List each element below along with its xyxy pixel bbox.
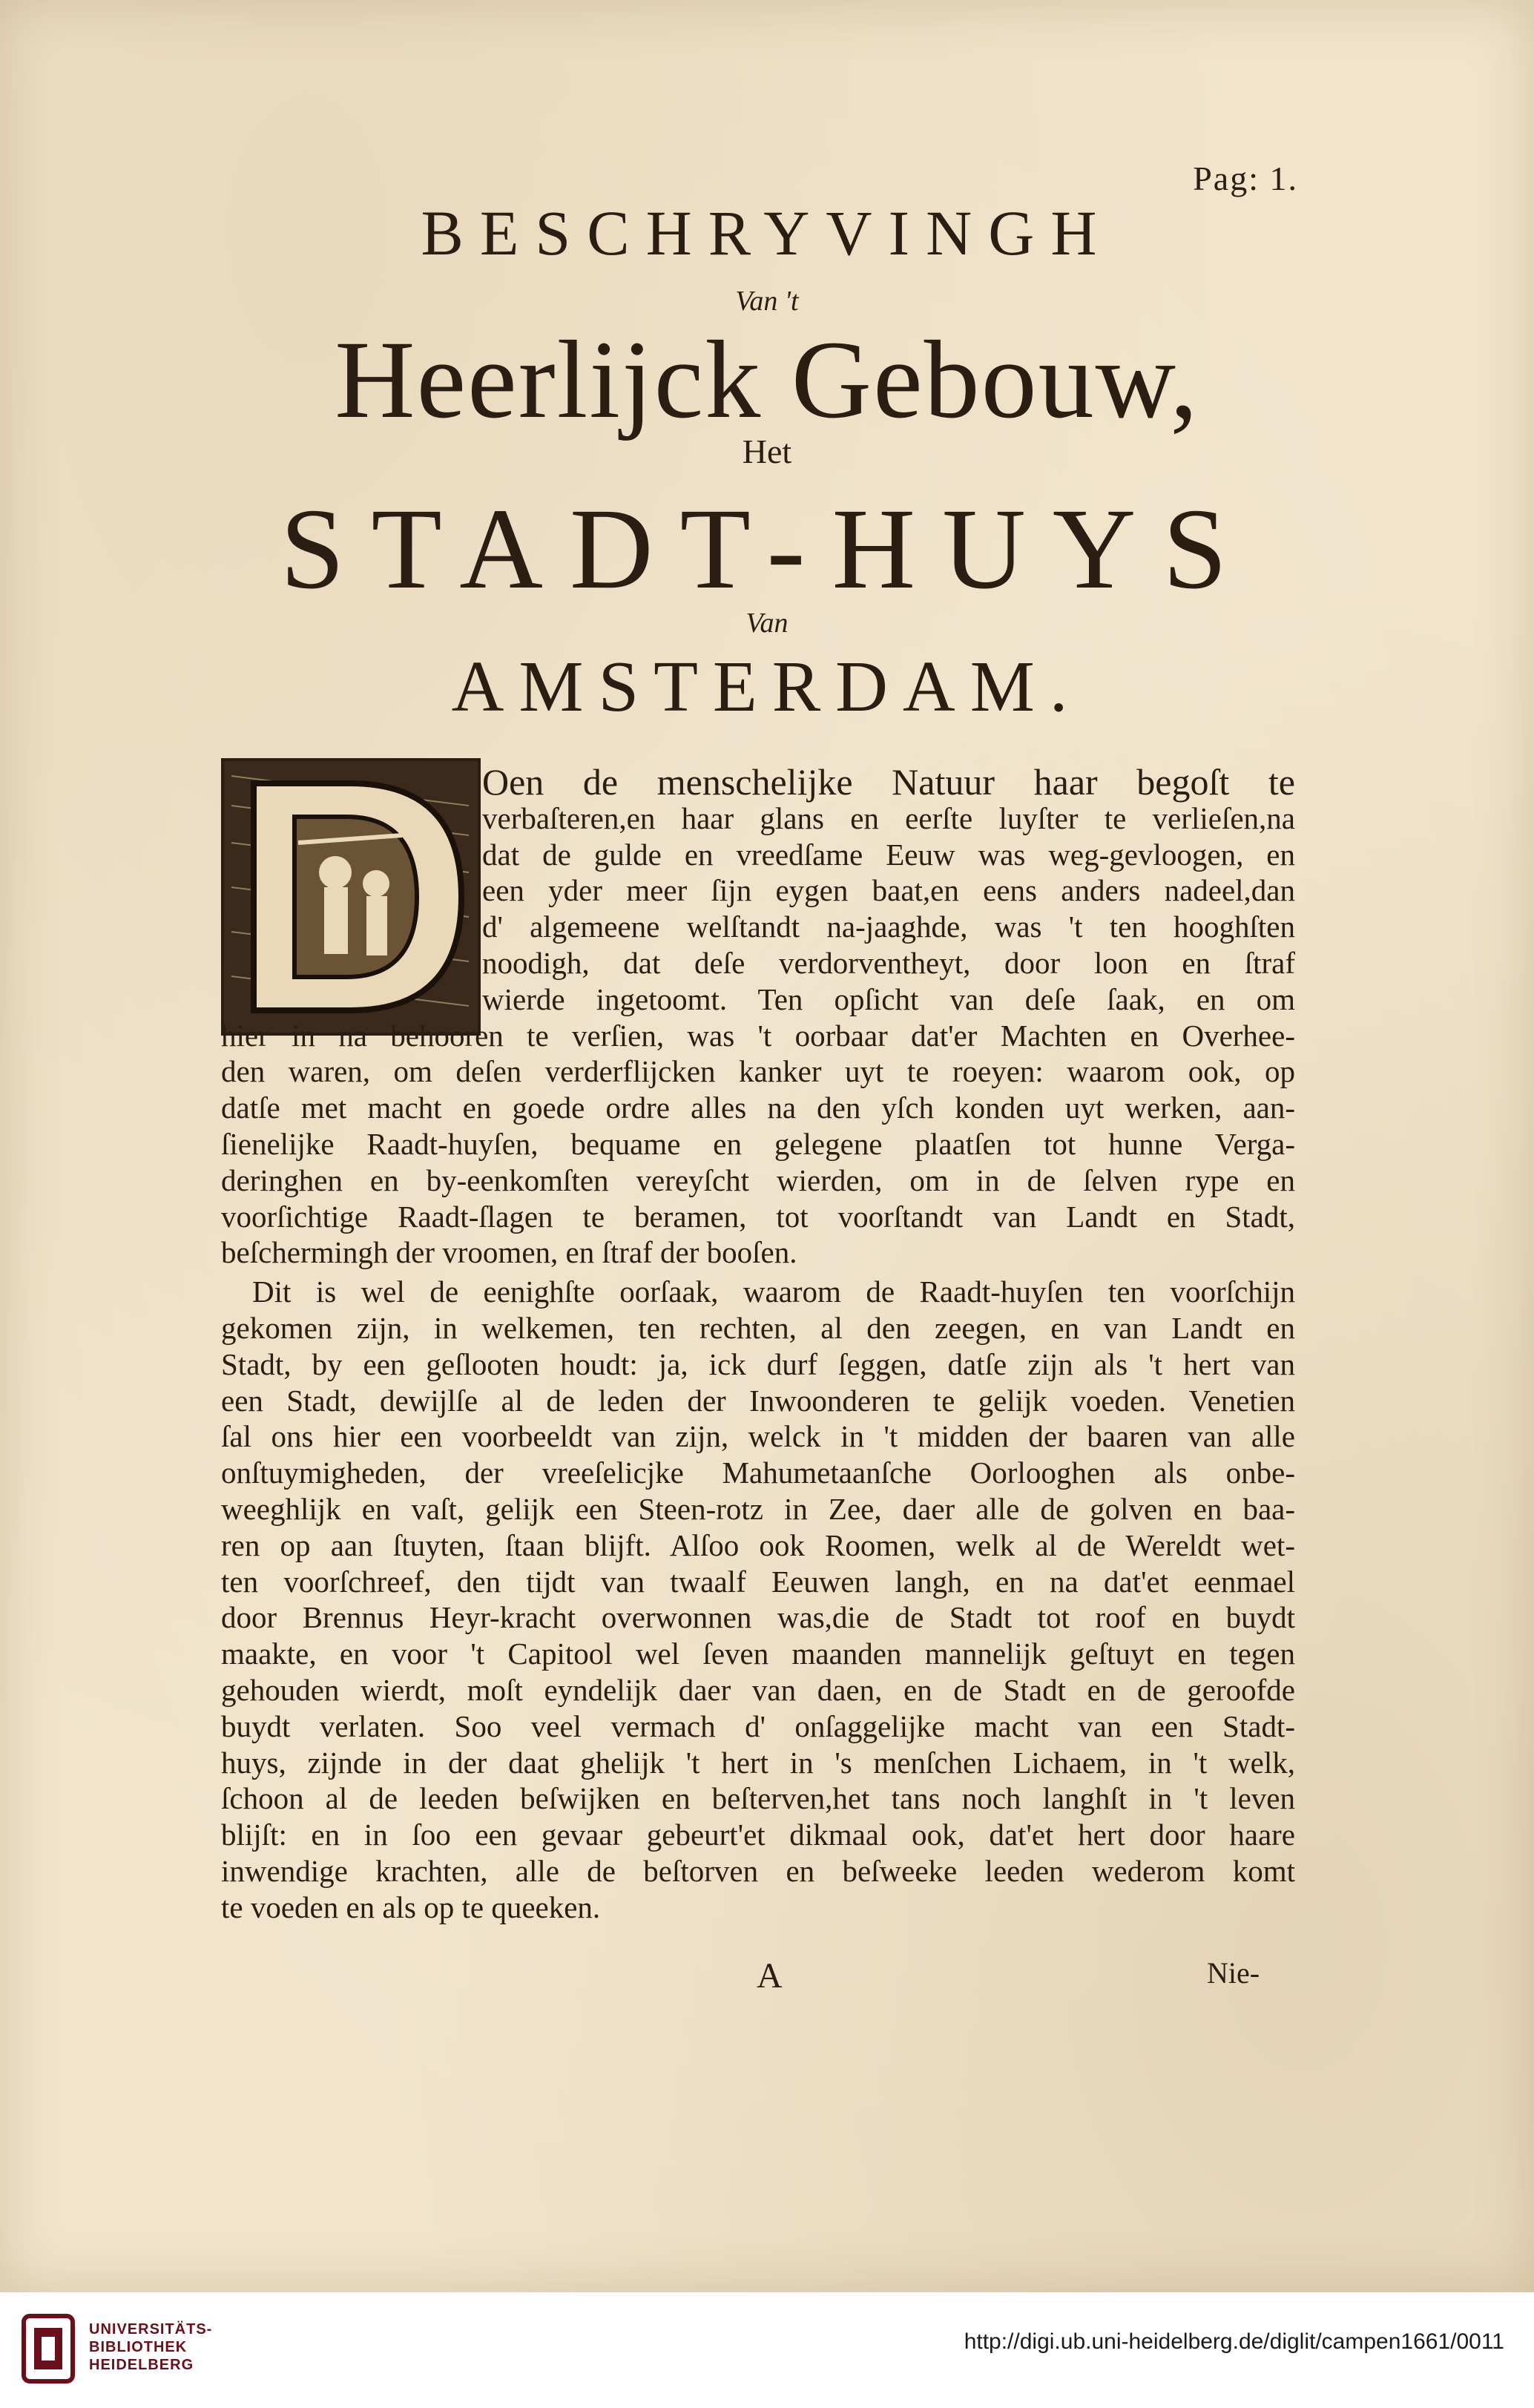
body-line: Dit is wel de eenighſte oorſaak, waarom de Raadt-huyſen ten voorſchijn	[252, 1274, 1295, 1309]
page-number: Pag: 1.	[1193, 159, 1298, 197]
body-line: door Brennus Heyr-kracht overwonnen was,die de Stadt tot roof en buydt	[221, 1600, 1295, 1635]
title-stadt-huys: STADT-HUYS	[280, 484, 1254, 613]
title-vant: Van 't	[735, 286, 799, 317]
body-line: voorſichtige Raadt-ſlagen te beramen, tot voorſtandt van Landt en Stadt,	[221, 1199, 1295, 1234]
body-line: blijſt: en in ſoo een gevaar gebeurt'et dikmaal ook, dat'et hert door haare	[221, 1817, 1295, 1852]
body-line: Stadt, by een geſlooten houdt: ja, ick durf ſeggen, datſe zijn als 't hert van	[221, 1346, 1295, 1381]
title-van: Van	[745, 608, 789, 639]
body-line: den waren, om deſen verderflijcken kanker uyt te roeyen: waarom ook, op	[221, 1054, 1295, 1089]
body-line: Oen de menschelijke Natuur haar begoſt te	[482, 761, 1295, 803]
body-line: buydt verlaten. Soo veel vermach d' onſaggelijke macht van een Stadt-	[221, 1708, 1295, 1743]
signature-mark: A	[757, 1956, 783, 1996]
title-amsterdam: AMSTERDAM.	[451, 647, 1083, 727]
body-line: huys, zijnde in der daat ghelijk 't hert in 's menſchen Lichaem, in 't welk,	[221, 1745, 1295, 1780]
title-heerlijck-gebouw: Heerlijck Gebouw,	[335, 318, 1199, 441]
body-line: hier in na behooren te verſien, was 't oorbaar dat'er Machten en Overhee-	[221, 1018, 1295, 1053]
body-line: wierde ingetoomt. Ten opſicht van deſe ſaak, en om	[482, 981, 1295, 1016]
body-line: ten voorſchreef, den tijdt van twaalf Eeuwen langh, en na dat'et eenmael	[221, 1564, 1295, 1599]
decorated-initial-d	[221, 758, 481, 1036]
body-line: een Stadt, dewijlſe al de leden der Inwoonderen te gelijk voeden. Venetien	[221, 1383, 1295, 1418]
body-line: inwendige krachten, alle de beſtorven en beſweeke leeden wederom komt	[221, 1854, 1295, 1888]
body-line: ren op aan ſtuyten, ſtaan blijft. Alſoo ook Roomen, welk al de Wereldt wet-	[221, 1527, 1295, 1562]
body-line: ſal ons hier een voorbeeldt van zijn, welck in 't midden der baaren van alle	[221, 1419, 1295, 1454]
title-beschryvingh: BESCHRYVINGH	[421, 197, 1113, 269]
body-line: gekomen zijn, in welkemen, ten rechten, al den zeegen, en van Landt en	[221, 1311, 1295, 1345]
body-line: weeghlijk en vaſt, gelijk een Steen-rotz in Zee, daer alle de golven en baa-	[221, 1492, 1295, 1526]
university-seal-icon	[21, 2313, 76, 2384]
library-name-line1: UNIVERSITÄTS-	[89, 2321, 213, 2338]
title-het: Het	[742, 432, 792, 470]
catchword: Nie-	[1207, 1956, 1260, 1990]
body-line: noodigh, dat deſe verdorventheyt, door loon en ſtraf	[482, 946, 1295, 980]
body-line: maakte, en voor 't Capitool wel ſeven maanden mannelijk geſtuyt en tegen	[221, 1636, 1295, 1671]
body-line: deringhen en by-eenkomſten vereyſcht wierden, om in de ſelven rype en	[221, 1162, 1295, 1197]
body-line: een yder meer ſijn eygen baat,en eens anders nadeel,dan	[482, 873, 1295, 908]
body-line: datſe met macht en goede ordre alles na den yſch konden uyt werken, aan-	[221, 1090, 1295, 1125]
library-name-line2: BIBLIOTHEK	[89, 2339, 188, 2355]
body-line: beſchermingh der vroomen, en ſtraf der booſen.	[221, 1235, 797, 1270]
source-url-link[interactable]: http://digi.ub.uni-heidelberg.de/diglit/campen1661/0011	[964, 2329, 1504, 2354]
body-line: verbaſteren,en haar glans en eerſte luyſter te verlieſen,na	[482, 800, 1295, 835]
body-line: ſchoon al de leeden beſwijken en beſterven,het tans noch langhſt in 't leven	[221, 1781, 1295, 1816]
body-line: gehouden wierdt, moſt eyndelijk daer van daen, en de Stadt en de geroofde	[221, 1673, 1295, 1707]
body-line: d' algemeene welſtandt na-jaaghde, was 't ten hooghſten	[482, 909, 1295, 944]
body-line: ſienelijke Raadt-huyſen, bequame en gelegene plaatſen tot hunne Verga-	[221, 1127, 1295, 1161]
library-name	[89, 2320, 212, 2374]
body-line: onſtuymigheden, der vreeſelicjke Mahumetaanſche Oorlooghen als onbe-	[221, 1455, 1295, 1490]
body-line: dat de gulde en vreedſame Eeuw was weg-gevloogen, en	[482, 837, 1295, 872]
body-line: te voeden en als op te queeken.	[221, 1889, 601, 1924]
library-name-line3: HEIDELBERG	[89, 2357, 194, 2373]
